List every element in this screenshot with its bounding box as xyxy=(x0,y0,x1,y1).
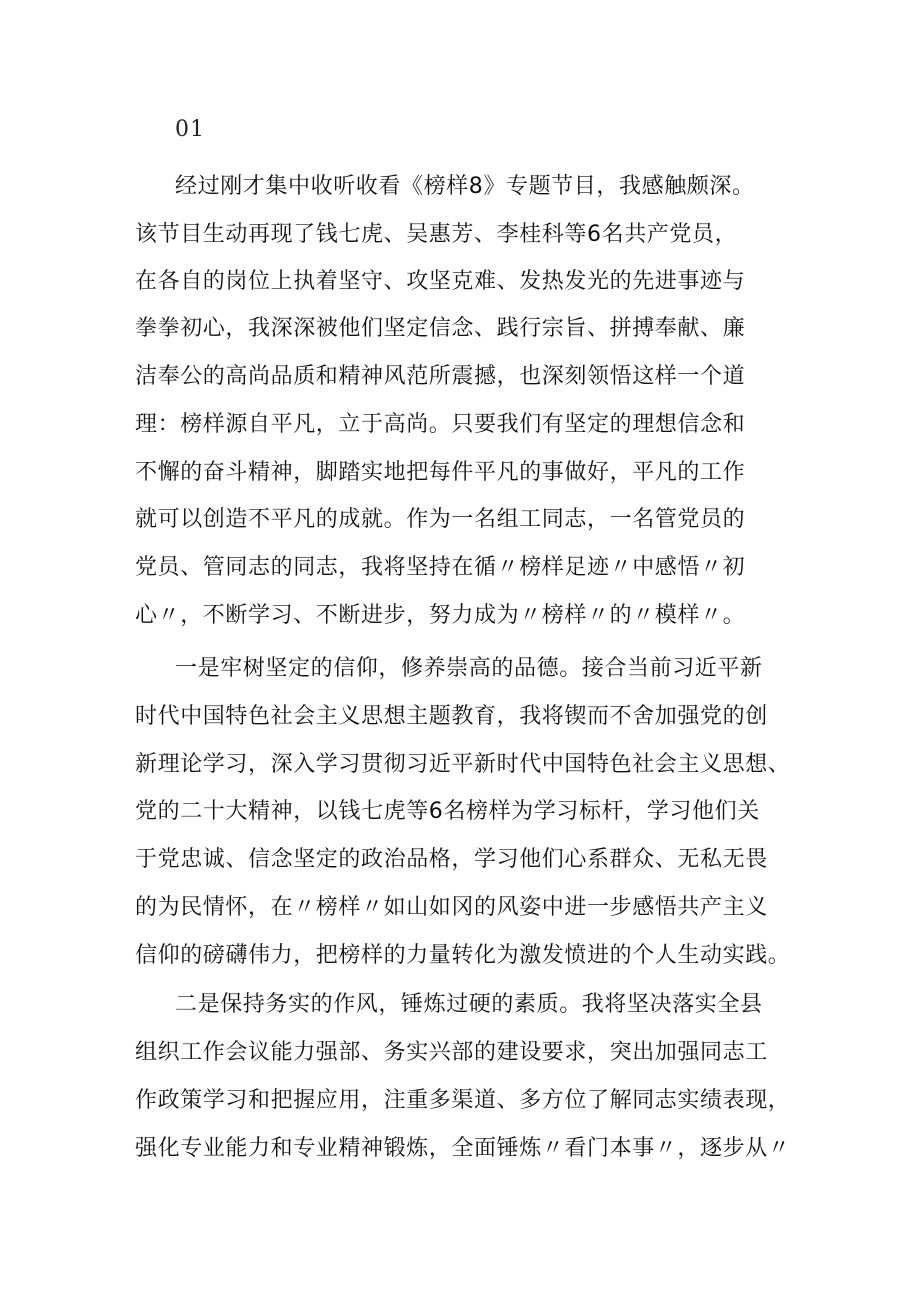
paragraph-line: 在各自的岗位上执着坚守、攻坚克难、发热发光的先进事迹与 xyxy=(135,269,746,294)
paragraph-line: 的为民情怀，在〃榜样〃如山如冈的风姿中进一步感悟共产主义 xyxy=(135,895,768,920)
paragraph-line: 党的二十大精神，以钱七虎等6名榜样为学习标杆，学习他们关 xyxy=(135,799,760,824)
paragraph-line: 心〃，不断学习、不断进步，努力成为〃榜样〃的〃模样〃。 xyxy=(135,603,746,628)
section-number: 01 xyxy=(175,117,205,142)
paragraph-line: 洁奉公的高尚品质和精神风范所震撼，也深刻领悟这样一个道 xyxy=(135,364,746,389)
paragraph-line: 党员、管同志的同志，我将坚持在循〃榜样足迹〃中感悟〃初 xyxy=(135,555,746,580)
paragraph-line: 信仰的磅礴伟力，把榜样的力量转化为激发愤进的个人生动实践。 xyxy=(135,943,791,968)
paragraph-line: 拳拳初心，我深深被他们坚定信念、践行宗旨、拼搏奉献、廉 xyxy=(135,316,746,341)
paragraph-line: 一是牢树坚定的信仰，修养崇高的品德。接合当前习近平新 xyxy=(175,656,763,681)
paragraph-line: 于党忠诚、信念坚定的政治品格，学习他们心系群众、无私无畏 xyxy=(135,847,768,872)
paragraph-line: 强化专业能力和专业精神锻炼，全面锤炼〃看门本事〃，逐步从〃 xyxy=(135,1136,791,1161)
paragraph-line: 经过刚才集中收听收看《榜样8》专题节目，我感触颇深。 xyxy=(175,174,755,199)
paragraph-line: 不懈的奋斗精神，脚踏实地把每件平凡的事做好，平凡的工作 xyxy=(135,460,746,485)
paragraph-line: 新理论学习，深入学习贯彻习近平新时代中国特色社会主义思想、 xyxy=(135,752,791,777)
paragraph-line: 理：榜样源自平凡，立于高尚。只要我们有坚定的理想信念和 xyxy=(135,412,746,437)
paragraph-line: 组织工作会议能力强部、务实兴部的建设要求，突出加强同志工 xyxy=(135,1040,768,1065)
paragraph-line: 时代中国特色社会主义思想主题教育，我将锲而不舍加强党的创 xyxy=(135,704,768,729)
paragraph-line: 作政策学习和把握应用，注重多渠道、多方位了解同志实绩表现， xyxy=(135,1088,791,1113)
paragraph-line: 二是保持务实的作风，锤炼过硬的素质。我将坚决落实全县 xyxy=(175,992,763,1017)
paragraph-line: 就可以创造不平凡的成就。作为一名组工同志，一名管党员的 xyxy=(135,507,746,532)
paragraph-line: 该节目生动再现了钱七虎、吴惠芳、李桂科等6名共产党员， xyxy=(135,222,738,247)
